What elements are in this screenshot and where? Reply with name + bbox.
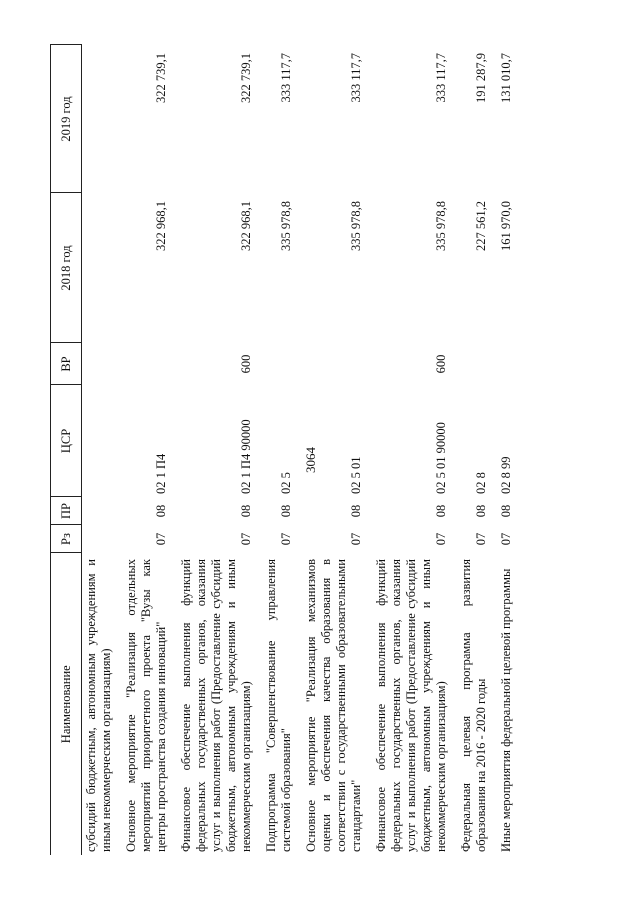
table-row: [372, 45, 451, 855]
row-vr: [122, 343, 171, 385]
header-name: Наименование: [51, 553, 82, 855]
row-2018: 161 970,0: [499, 201, 513, 251]
header-2018: 2018 год: [51, 193, 82, 343]
row-pr: 08: [154, 504, 168, 518]
row-rz: 07: [349, 532, 363, 546]
row-name: Основное мероприятие "Реализация механизмов оценки и обеспечения качества образования в соответствии с государственными образовательными стандартами": [304, 559, 363, 852]
row-vr: 600: [434, 354, 448, 374]
row-vr: [457, 343, 491, 385]
row-2019: [82, 45, 117, 193]
table-row: [302, 45, 366, 855]
row-2019: 191 287,9: [474, 53, 488, 103]
row-2018: 335 978,8: [349, 201, 363, 251]
row-2019: 131 010,7: [499, 53, 513, 103]
row-csr: 02 8: [474, 472, 488, 494]
row-2018: 335 978,8: [279, 201, 293, 251]
row-2019: 333 117,7: [349, 53, 363, 103]
row-vr: [82, 343, 117, 385]
row-csr: 02 5: [279, 472, 293, 494]
table-row: [497, 45, 516, 855]
table-row: [262, 45, 296, 855]
row-vr: [302, 343, 366, 385]
header-vr: ВР: [51, 343, 82, 385]
row-pr: 08: [279, 504, 293, 518]
row-csr: [82, 385, 117, 497]
table-row: [177, 45, 256, 855]
row-rz: 07: [499, 532, 513, 546]
row-vr: 600: [239, 354, 253, 374]
row-name: Подпрограмма "Совершенствование управления системой образования": [264, 559, 293, 852]
row-vr: [262, 343, 296, 385]
table-row: [457, 45, 491, 855]
table-row: [82, 45, 117, 855]
row-csr: 02 5 01: [349, 456, 363, 494]
row-pr: 08: [349, 504, 363, 518]
row-pr: 08: [474, 504, 488, 518]
row-rz: 07: [279, 532, 293, 546]
row-2018: 335 978,8: [434, 201, 448, 251]
row-pr: 08: [239, 504, 253, 518]
row-pr: [82, 497, 117, 525]
row-name: Иные мероприятия федеральной целевой программы: [499, 568, 513, 852]
rotated-budget-table: [50, 45, 610, 855]
row-rz: 07: [434, 532, 448, 546]
row-vr: [497, 343, 516, 385]
row-2019: 333 117,7: [279, 53, 293, 103]
row-2018: 322 968,1: [239, 201, 253, 251]
header-rz: Рз: [51, 525, 82, 553]
row-2018: 227 561,2: [474, 201, 488, 251]
row-rz: 07: [154, 532, 168, 546]
row-csr: 02 1 П4: [154, 453, 168, 494]
row-rz: 07: [474, 532, 488, 546]
page-number: 3064: [303, 447, 318, 473]
row-2018: 322 968,1: [154, 201, 168, 251]
row-rz: 07: [239, 532, 253, 546]
row-name: субсидий бюджетным, автономным учреждениям и иным некоммерческим организациям): [84, 559, 113, 852]
row-2019: 322 739,1: [154, 53, 168, 103]
row-csr: 02 8 99: [499, 456, 513, 494]
row-name: Финансовое обеспечение выполнения функций федеральных государственных органов, оказания услуг и выполнения работ (Предоставление субсидий бюджетным, автономным учреждениям и иным некоммерческим организациям): [179, 559, 253, 852]
row-2019: 322 739,1: [239, 53, 253, 103]
row-csr: 02 5 01 90000: [434, 422, 448, 494]
row-rz: [82, 525, 117, 553]
row-name: Финансовое обеспечение выполнения функций федеральных государственных органов, оказания услуг и выполнения работ (Предоставление субсидий бюджетным, автономным учреждениям и иным некоммерческим организациям): [374, 559, 448, 852]
row-name: Основное мероприятие "Реализация отдельных мероприятий приоритетного проекта "Вузы как центры пространства создания инноваций": [124, 559, 168, 852]
row-csr: 02 1 П4 90000: [239, 419, 253, 494]
header-csr: ЦСР: [51, 385, 82, 497]
row-2019: 333 117,7: [434, 53, 448, 103]
table-header-row: [51, 45, 82, 855]
row-pr: 08: [499, 504, 513, 518]
row-pr: 08: [434, 504, 448, 518]
header-2019: 2019 год: [51, 45, 82, 193]
budget-table: [50, 45, 516, 856]
row-2018: [82, 193, 117, 343]
row-name: Федеральная целевая программа развития образования на 2016 - 2020 годы: [459, 559, 488, 852]
table-row: [122, 45, 171, 855]
header-pr: ПР: [51, 497, 82, 525]
